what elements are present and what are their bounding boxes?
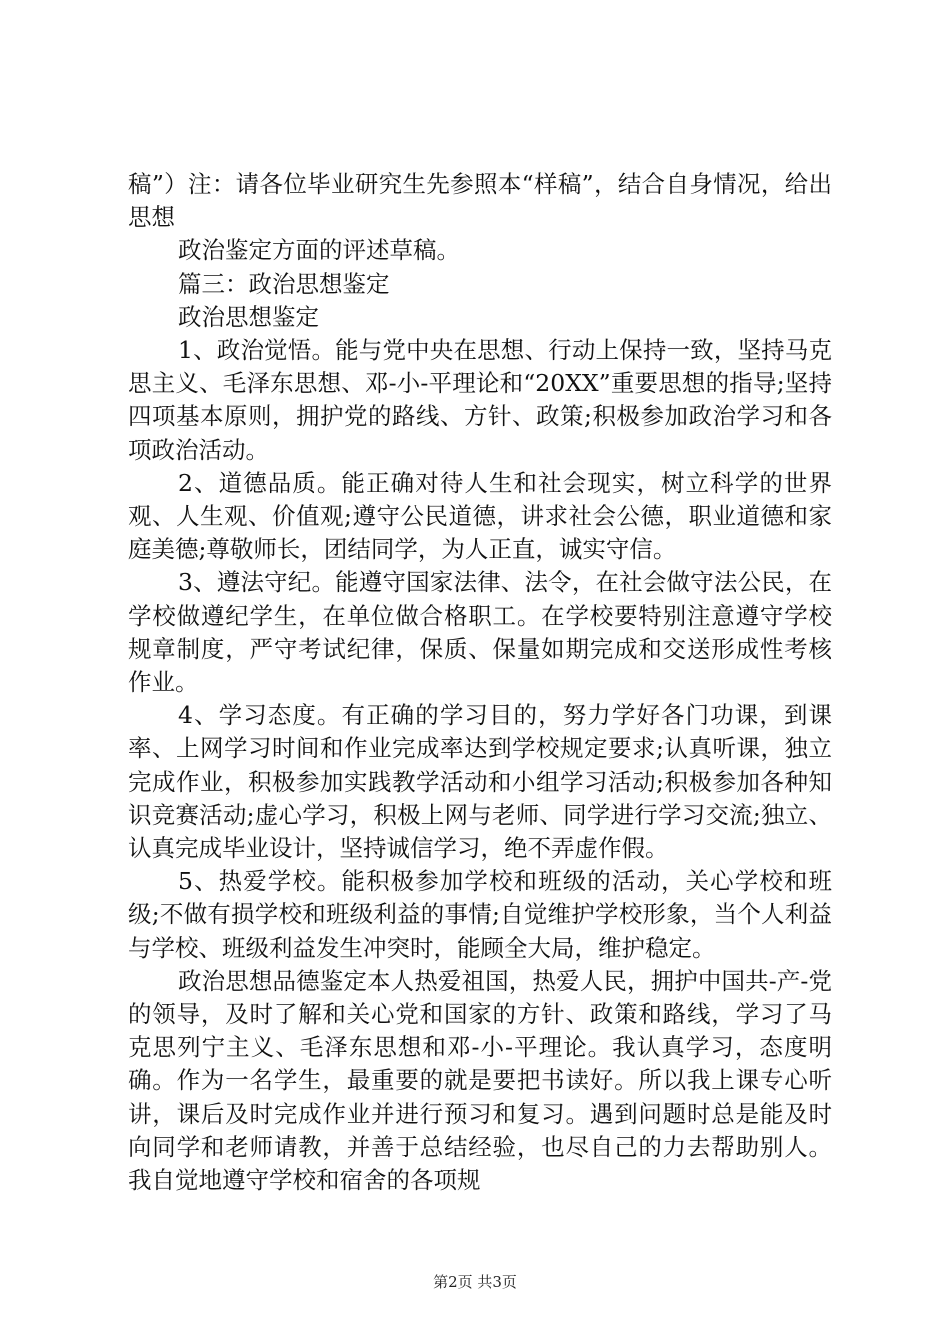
paragraph-2: 政治鉴定方面的评述草稿。 — [178, 236, 460, 265]
section-title: 政治思想鉴定 — [178, 302, 319, 331]
paragraph-political-awareness: 1、政治觉悟。能与党中央在思想、行动上保持一致，坚持马克思主义、毛泽东思想、邓-小-平理论和“20XX”重要思想的指导;坚持四项基本原则，拥护党的路线、方针、政策;积极参加政治学习和各项政治活动。 — [128, 336, 832, 464]
section-heading: 篇三：政治思想鉴定 — [178, 269, 390, 298]
document-body — [128, 168, 832, 1197]
page-number-footer: 第2页 共3页 — [433, 1273, 517, 1291]
paragraph-1: 稿”）注：请各位毕业研究生先参照本“样稿”，结合自身情况，给出思想 — [128, 170, 832, 232]
paragraph-self-assessment: 政治思想品德鉴定本人热爱祖国，热爱人民，拥护中国共-产-党的领导，及时了解和关心党和国家的方针、政策和路线，学习了马克思列宁主义、毛泽东思想和邓-小-平理论。我认真学习，态度明确。作为一名学生，最重要的就是要把书读好。所以我上课专心听讲，课后及时完成作业并进行预习和复习。遇到问题时总是能及时向同学和老师请教，并善于总结经验，也尽自己的力去帮助别人。我自觉地遵守学校和宿舍的各项规 — [128, 966, 832, 1195]
paragraph-law-discipline: 3、遵法守纪。能遵守国家法律、法令，在社会做守法公民，在学校做遵纪学生，在单位做合格职工。在学校要特别注意遵守学校规章制度，严守考试纪律，保质、保量如期完成和交送形成性考核作业。 — [128, 568, 832, 697]
paragraph-love-school: 5、热爱学校。能积极参加学校和班级的活动，关心学校和班级;不做有损学校和班级利益的事情;自觉维护学校形象，当个人利益与学校、班级利益发生冲突时，能顾全大局，维护稳定。 — [128, 867, 832, 962]
paragraph-moral-character: 2、道德品质。能正确对待人生和社会现实，树立科学的世界观、人生观、价值观;遵守公民道德，讲求社会公德，职业道德和家庭美德;尊敬师长，团结同学，为人正直，诚实守信。 — [128, 468, 832, 564]
paragraph-study-attitude: 4、学习态度。有正确的学习目的，努力学好各门功课，到课率、上网学习时间和作业完成率达到学校规定要求;认真听课，独立完成作业，积极参加实践教学活动和小组学习活动;积极参加各种知识竞赛活动;虚心学习，积极上网与老师、同学进行学习交流;独立、认真完成毕业设计，坚持诚信学习，绝不弄虚作假。 — [128, 701, 832, 863]
